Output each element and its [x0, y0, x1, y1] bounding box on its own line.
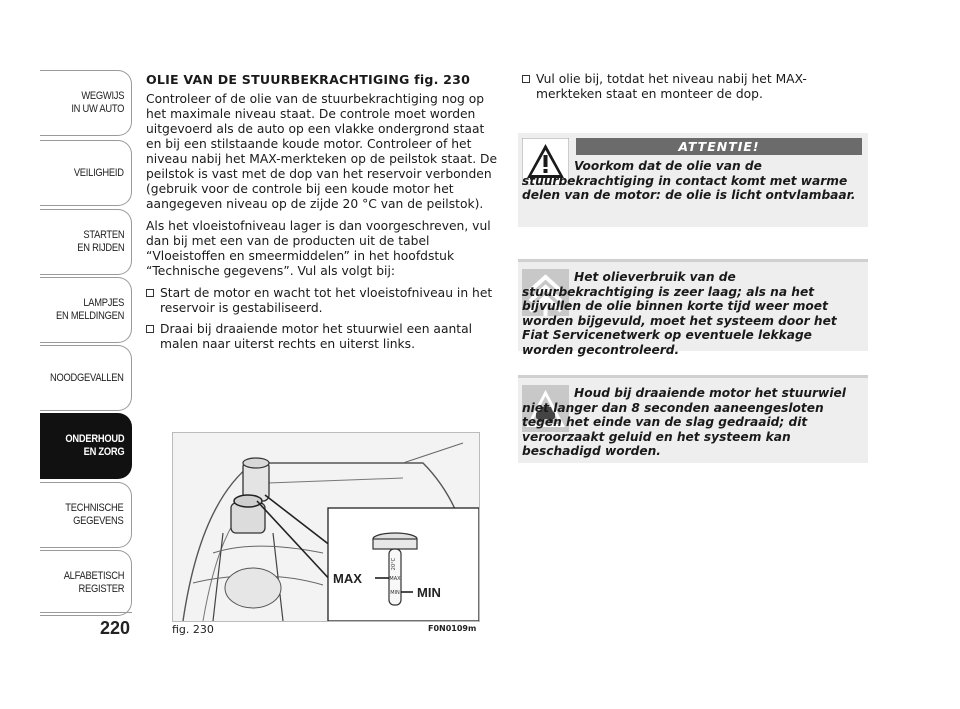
- tab-label: STARTEN EN RIJDEN: [76, 229, 124, 254]
- bullet-item-2: Draai bij draaiende motor het stuurwiel een aantal malen naar uiterst rechts en uiterst links.: [146, 322, 498, 352]
- sidebar-divider: [40, 612, 132, 613]
- attention-box: [518, 133, 868, 227]
- bullet-item-1: Start de motor en wacht tot het vloeistofniveau in het reservoir is gestabiliseerd.: [146, 286, 498, 316]
- environment-text: Het olieverbruik van de stuurbekrachtiging is zeer laag; als na het bijvullen de olie binnen korte tijd weer moet worden bijgevuld, moet het systeem door het Fiat Servicenetwerk op eventuele lekkage worden gecontroleerd.: [522, 270, 837, 357]
- tab-onderhoud[interactable]: [40, 413, 132, 479]
- figure-caption: fig. 230: [172, 623, 214, 636]
- stick-min-mark: MIN: [390, 590, 400, 596]
- right-column: [522, 72, 868, 108]
- figure-230: [172, 432, 480, 622]
- figure-code: F0N0109m: [428, 624, 477, 633]
- page-number: 220: [99, 618, 130, 638]
- paragraph-1: Controleer of de olie van de stuurbekrachtiging nog op het maximale niveau staat. De controle moet worden uitgevoerd als de auto op een vlakke ondergrond staat en bij een stilstaande koude motor. Controleer of het niveau nabij het MAX-merkteken op de peilstok staat. De peilstok is vast met de dop van het reservoir verbonden (gebruik voor de controle bij een koude motor het aangegeven niveau op de zijde 20 °C van de peilstok).: [146, 92, 498, 211]
- tab-wegwijs[interactable]: [40, 70, 132, 136]
- vehicle-note-box: [518, 375, 868, 463]
- tab-technische[interactable]: [40, 482, 132, 548]
- section-title: OLIE VAN DE STUURBEKRACHTIGING fig. 230: [146, 72, 471, 87]
- engine-illustration: [173, 433, 479, 621]
- tab-noodgevallen[interactable]: [40, 345, 132, 411]
- paragraph-2: Als het vloeistofniveau lager is dan voorgeschreven, vul dan bij met een van de producten uit de tabel “Vloeistoffen en smeermiddelen” in het hoofdstuk “Technische gegevens”. Vul als volgt bij:: [146, 219, 491, 278]
- tab-veiligheid[interactable]: [40, 140, 132, 206]
- tab-label: WEGWIJS IN UW AUTO: [71, 90, 124, 115]
- attention-heading: ATTENTIE!: [576, 138, 862, 155]
- bullet-item-3: Vul olie bij, totdat het niveau nabij het MAX-merkteken staat en monteer de dop.: [522, 72, 868, 102]
- environment-note-box: [518, 259, 868, 357]
- tab-lampjes[interactable]: [40, 277, 132, 343]
- stick-max-mark: MAX: [389, 576, 401, 582]
- main-column: [146, 72, 498, 358]
- tab-label: LAMPJES EN MELDINGEN: [55, 297, 124, 322]
- min-label: MIN: [417, 585, 441, 600]
- vehicle-text: Houd bij draaiende motor het stuurwiel niet langer dan 8 seconden aaneengesloten tegen het einde van de slag gedraaid; dit veroorzaakt geluid en het systeem kan beschadigd worden.: [522, 386, 846, 458]
- tab-label: TECHNISCHE GEGEVENS: [65, 502, 124, 527]
- max-label: MAX: [333, 571, 362, 586]
- tab-label: VEILIGHEID: [74, 166, 124, 179]
- tab-label: ALFABETISCH REGISTER: [63, 570, 124, 595]
- tab-starten[interactable]: [40, 209, 132, 275]
- tab-alfabetisch[interactable]: [40, 550, 132, 616]
- tab-label: NOODGEVALLEN: [50, 371, 124, 384]
- tab-label: ONDERHOUD EN ZORG: [64, 433, 124, 458]
- attention-text: Voorkom dat de olie van de stuurbekrachtiging in contact komt met warme delen van de motor: de olie is licht ontvlambaar.: [522, 159, 856, 202]
- stick-temp-label: 20°C: [391, 557, 397, 571]
